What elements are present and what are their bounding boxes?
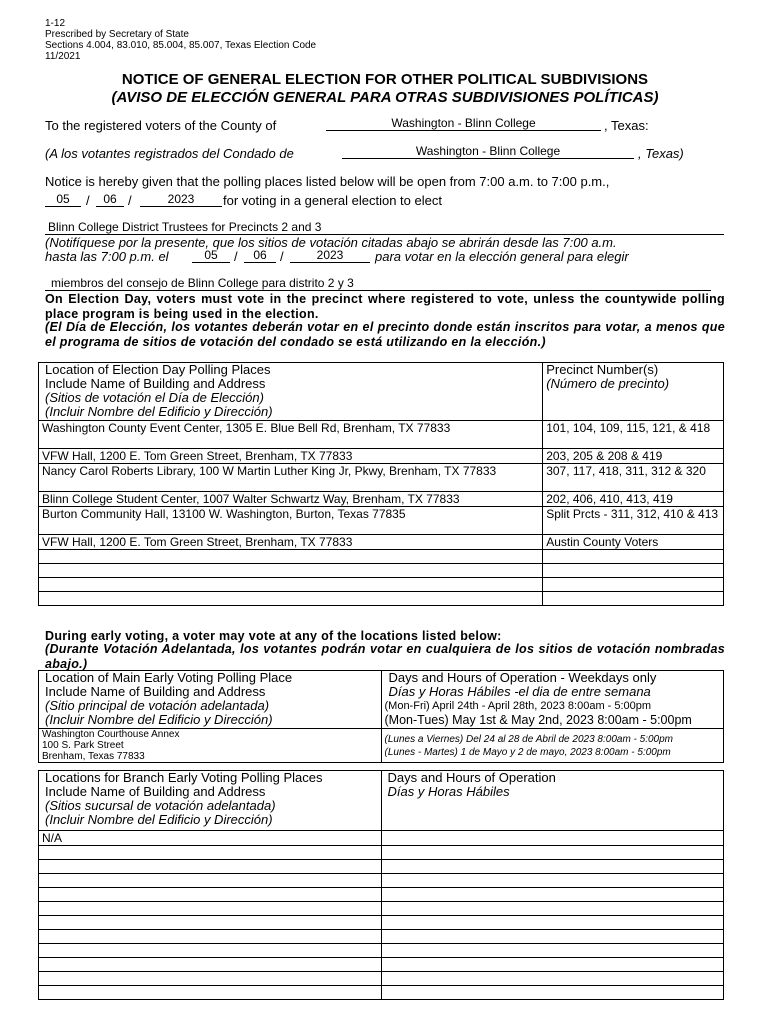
location-cell[interactable]: Nancy Carol Roberts Library, 100 W Martin Luther King Jr, Pkwy, Brenham, TX 77833 [39, 464, 543, 492]
main-hours-header: Days and Hours of Operation - Weekdays only Días y Horas Hábiles -el dia de entre semana (Mon-Fri) April 24th - April 28th, 2023 8:00am - 5:00pm (Mon-Tues) May 1st & May 2nd, 2023 8:00am - 5:00pm [381, 671, 724, 729]
prescribed-by: Prescribed by Secretary of State [45, 29, 189, 40]
county-suffix: , Texas: [604, 118, 649, 133]
election-day-table [38, 362, 724, 606]
branch-hours-cell[interactable] [381, 874, 724, 888]
table-row [39, 902, 724, 916]
page-title: NOTICE OF GENERAL ELECTION FOR OTHER POLITICAL SUBDIVISIONS [121, 71, 649, 88]
election-day-notice-spanish: (El Día de Elección, los votantes deberán votar en el precinto donde están inscritos para votar, a menos que el programa de sitios de votación del condado se está utilizando en la elección.) [45, 320, 725, 349]
branch-hours-cell[interactable] [381, 944, 724, 958]
date-separator: / [128, 193, 132, 208]
precinct-cell[interactable]: 101, 104, 109, 115, 121, & 418 [543, 421, 724, 449]
branch-hours-cell[interactable] [381, 958, 724, 972]
table-row [39, 831, 724, 846]
election-year-field-spanish[interactable]: 2023 [290, 248, 370, 263]
branch-location-cell[interactable] [39, 888, 382, 902]
precinct-cell[interactable]: 307, 117, 418, 311, 312 & 320 [543, 464, 724, 492]
date-separator: / [280, 249, 284, 264]
precinct-cell[interactable]: Austin County Voters [543, 535, 724, 550]
location-cell[interactable]: VFW Hall, 1200 E. Tom Green Street, Brenham, TX 77833 [39, 535, 543, 550]
notice-text-spanish-2: hasta las 7:00 p.m. el [45, 249, 169, 264]
elect-text: for voting in a general election to elect [223, 193, 442, 208]
branch-hours-cell[interactable] [381, 930, 724, 944]
precinct-cell[interactable]: 203, 205 & 208 & 419 [543, 449, 724, 464]
main-location-cell[interactable]: Washington Courthouse Annex 100 S. Park Street Brenham, Texas 77833 [39, 729, 382, 763]
location-cell[interactable]: Blinn College Student Center, 1007 Walter Schwartz Way, Brenham, TX 77833 [39, 492, 543, 507]
election-month-field[interactable]: 05 [45, 192, 81, 207]
precinct-header: Precinct Number(s) (Número de precinto) [543, 363, 724, 421]
table-row [39, 860, 724, 874]
early-voting-notice: During early voting, a voter may vote at any of the locations listed below: [45, 629, 502, 643]
main-location-header: Location of Main Early Voting Polling Place Include Name of Building and Address (Sitio principal de votación adelantada) (Incluir Nombre del Edificio y Dirección) [39, 671, 382, 729]
table-row [39, 507, 724, 535]
table-row [39, 874, 724, 888]
branch-hours-cell[interactable] [381, 902, 724, 916]
date-separator: / [86, 193, 90, 208]
branch-location-cell[interactable] [39, 986, 382, 1000]
code-sections: Sections 4.004, 83.010, 85.004, 85.007, Texas Election Code [45, 40, 317, 51]
table-row [39, 564, 724, 578]
notice-text-spanish-1: (Notifíquese por la presente, que los sitios de votación citadas abajo se abrirán desde las 7:00 a.m. [45, 235, 617, 250]
county-label-spanish: (A los votantes registrados del Condado de [45, 146, 294, 161]
branch-location-cell[interactable] [39, 930, 382, 944]
election-day-field[interactable]: 06 [96, 192, 124, 207]
location-header: Location of Election Day Polling Places Include Name of Building and Address (Sitios de votación el Día de Elección) (Incluir Nombre del Edificio y Dirección) [39, 363, 543, 421]
main-early-voting-table [38, 670, 724, 763]
county-label: To the registered voters of the County of [45, 118, 277, 133]
branch-location-cell[interactable] [39, 846, 382, 860]
location-cell[interactable]: Burton Community Hall, 13100 W. Washington, Burton, Texas 77835 [39, 507, 543, 535]
precinct-cell[interactable]: Split Prcts - 311, 312, 410 & 413 [543, 507, 724, 535]
table-row [39, 578, 724, 592]
table-row [39, 916, 724, 930]
table-row [39, 550, 724, 564]
branch-hours-header: Days and Hours of Operation Días y Horas Hábiles [381, 771, 724, 831]
table-row [39, 888, 724, 902]
branch-location-cell[interactable] [39, 958, 382, 972]
office-field-spanish[interactable]: miembros del consejo de Blinn College para distrito 2 y 3 [45, 276, 711, 291]
branch-early-voting-table [38, 770, 724, 1000]
notice-text-spanish-3: para votar en la elección general para elegir [375, 249, 629, 264]
notice-text: Notice is hereby given that the polling places listed below will be open from 7:00 a.m. to 7:00 p.m., [45, 174, 610, 189]
table-row [39, 729, 724, 763]
branch-location-cell[interactable] [39, 874, 382, 888]
early-voting-notice-spanish: (Durante Votación Adelantada, los votantes podrán votar en cualquiera de los sitios de votación nombradas abajo.) [45, 642, 725, 671]
election-month-field-spanish[interactable]: 05 [192, 248, 230, 263]
form-date: 11/2021 [45, 51, 81, 62]
branch-hours-cell[interactable] [381, 888, 724, 902]
date-separator: / [234, 249, 238, 264]
branch-hours-cell[interactable] [381, 846, 724, 860]
table-row [39, 592, 724, 606]
location-cell[interactable] [39, 578, 543, 592]
location-cell[interactable] [39, 550, 543, 564]
election-year-field[interactable]: 2023 [140, 192, 222, 207]
county-field-spanish[interactable]: Washington - Blinn College [342, 144, 634, 159]
table-row [39, 846, 724, 860]
form-number: 1-12 [45, 18, 66, 29]
branch-hours-cell[interactable] [381, 916, 724, 930]
page-title-spanish: (AVISO DE ELECCIÓN GENERAL PARA OTRAS SUBDIVISIONES POLÍTICAS) [111, 89, 659, 106]
election-day-field-spanish[interactable]: 06 [244, 248, 276, 263]
branch-hours-cell[interactable] [381, 831, 724, 846]
county-suffix-spanish: , Texas) [638, 146, 684, 161]
branch-location-header: Locations for Branch Early Voting Polling Places Include Name of Building and Address (Sitios sucursal de votación adelantada) (Incluir Nombre del Edificio y Dirección) [39, 771, 382, 831]
table-row [39, 944, 724, 958]
branch-location-cell[interactable]: N/A [39, 831, 382, 846]
table-row [39, 492, 724, 507]
branch-location-cell[interactable] [39, 916, 382, 930]
location-cell[interactable]: Washington County Event Center, 1305 E. Blue Bell Rd, Brenham, TX 77833 [39, 421, 543, 449]
precinct-cell[interactable] [543, 564, 724, 578]
table-row [39, 535, 724, 550]
election-day-notice: On Election Day, voters must vote in the precinct where registered to vote, unless the countywide polling place program is being used in the election. [45, 292, 725, 321]
branch-hours-cell[interactable] [381, 972, 724, 986]
branch-location-cell[interactable] [39, 944, 382, 958]
branch-hours-cell[interactable] [381, 986, 724, 1000]
table-row [39, 449, 724, 464]
location-cell[interactable] [39, 564, 543, 578]
precinct-cell[interactable] [543, 592, 724, 606]
branch-location-cell[interactable] [39, 860, 382, 874]
table-row [39, 464, 724, 492]
branch-location-cell[interactable] [39, 972, 382, 986]
county-field[interactable]: Washington - Blinn College [326, 116, 601, 131]
branch-location-cell[interactable] [39, 902, 382, 916]
table-row [39, 972, 724, 986]
table-row [39, 930, 724, 944]
location-cell[interactable] [39, 592, 543, 606]
table-row [39, 958, 724, 972]
main-hours-cell[interactable]: (Lunes a Viernes) Del 24 al 28 de Abril de 2023 8:00am - 5:00pm (Lunes - Martes) 1 de Mayo y 2 de mayo, 2023 8:00am - 5:00pm [381, 729, 724, 763]
precinct-cell[interactable] [543, 550, 724, 564]
office-field[interactable]: Blinn College District Trustees for Precincts 2 and 3 [45, 220, 724, 235]
table-row [39, 421, 724, 449]
precinct-cell[interactable] [543, 578, 724, 592]
table-row [39, 986, 724, 1000]
location-cell[interactable]: VFW Hall, 1200 E. Tom Green Street, Brenham, TX 77833 [39, 449, 543, 464]
precinct-cell[interactable]: 202, 406, 410, 413, 419 [543, 492, 724, 507]
branch-hours-cell[interactable] [381, 860, 724, 874]
